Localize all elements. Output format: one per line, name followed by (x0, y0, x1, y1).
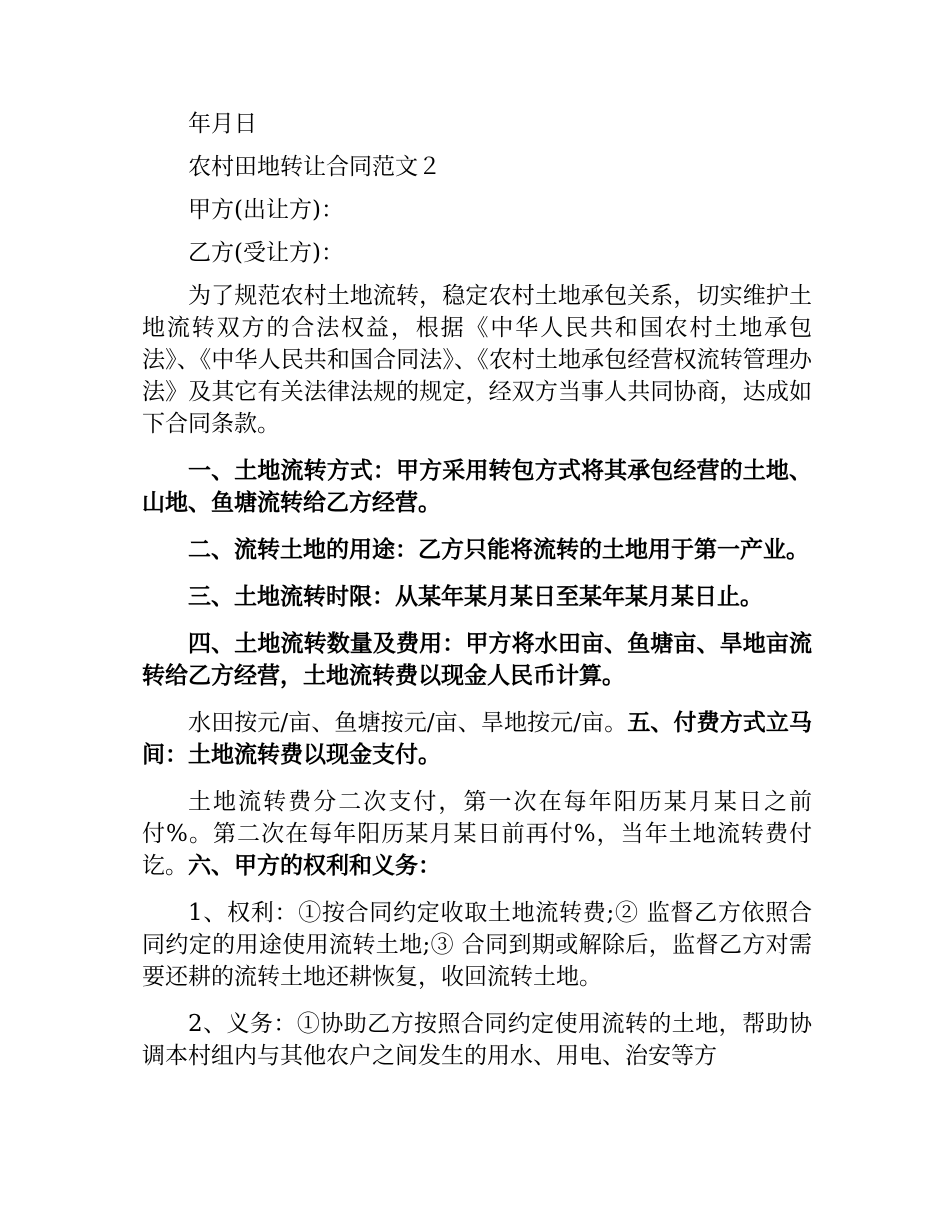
date-line: 年月日 (188, 111, 257, 137)
clause-4: 四、土地流转数量及费用：甲方将水田亩、鱼塘亩、旱地亩流转给乙方经营，土地流转费以现金人民币计算。 (142, 630, 812, 689)
clause-3: 三、土地流转时限：从某年某月某日至某年某月某日止。 (188, 583, 763, 610)
rates-paragraph (142, 707, 812, 771)
clause-6-heading: 六、甲方的权利和义务： (188, 852, 441, 879)
clause-1: 一、土地流转方式：甲方采用转包方式将其承包经营的土地、山地、鱼塘流转给乙方经营。 (142, 457, 812, 516)
obligations-paragraph: 2、义务：①协助乙方按照合同约定使用流转的土地，帮助协调本村组内与其他农户之间发生的用水、用电、治安等方 (142, 1011, 812, 1069)
party-a-line: 甲方(出让方)： (188, 197, 344, 223)
payment-text: 土地流转费分二次支付，第一次在每年阳历某月某日之前付%。第二次在每年阳历某月某日前再付%，当年土地流转费付讫。 (142, 789, 812, 879)
clause-5-heading: 五、付费方式立马间：土地流转费以现金支付。 (142, 709, 813, 768)
party-b-line: 乙方(受让方)： (188, 240, 344, 266)
rights-paragraph: 1、权利：①按合同约定收取土地流转费;② 监督乙方依照合同约定的用途使用流转土地;③ 合同到期或解除后，监督乙方对需要还耕的流转土地还耕恢复，收回流转土地。 (142, 900, 812, 990)
preamble-paragraph: 为了规范农村土地流转，稳定农村土地承包关系，切实维护土地流转双方的合法权益，根据《中华人民共和国农村土地承包法》、《中华人民共和国合同法》、《农村土地承包经营权流转管理办法》及其它有关法律法规的规定，经双方当事人共同协商，达成如下合同条款。 (142, 283, 812, 437)
document-page (142, 108, 812, 1087)
payment-paragraph (142, 786, 812, 882)
rates-text: 水田按元/亩、鱼塘按元/亩、旱地按元/亩。 (188, 710, 628, 736)
document-title: 农村田地转让合同范文２ (188, 154, 441, 180)
clause-2: 二、流转土地的用途：乙方只能将流转的土地用于第一产业。 (188, 536, 809, 563)
